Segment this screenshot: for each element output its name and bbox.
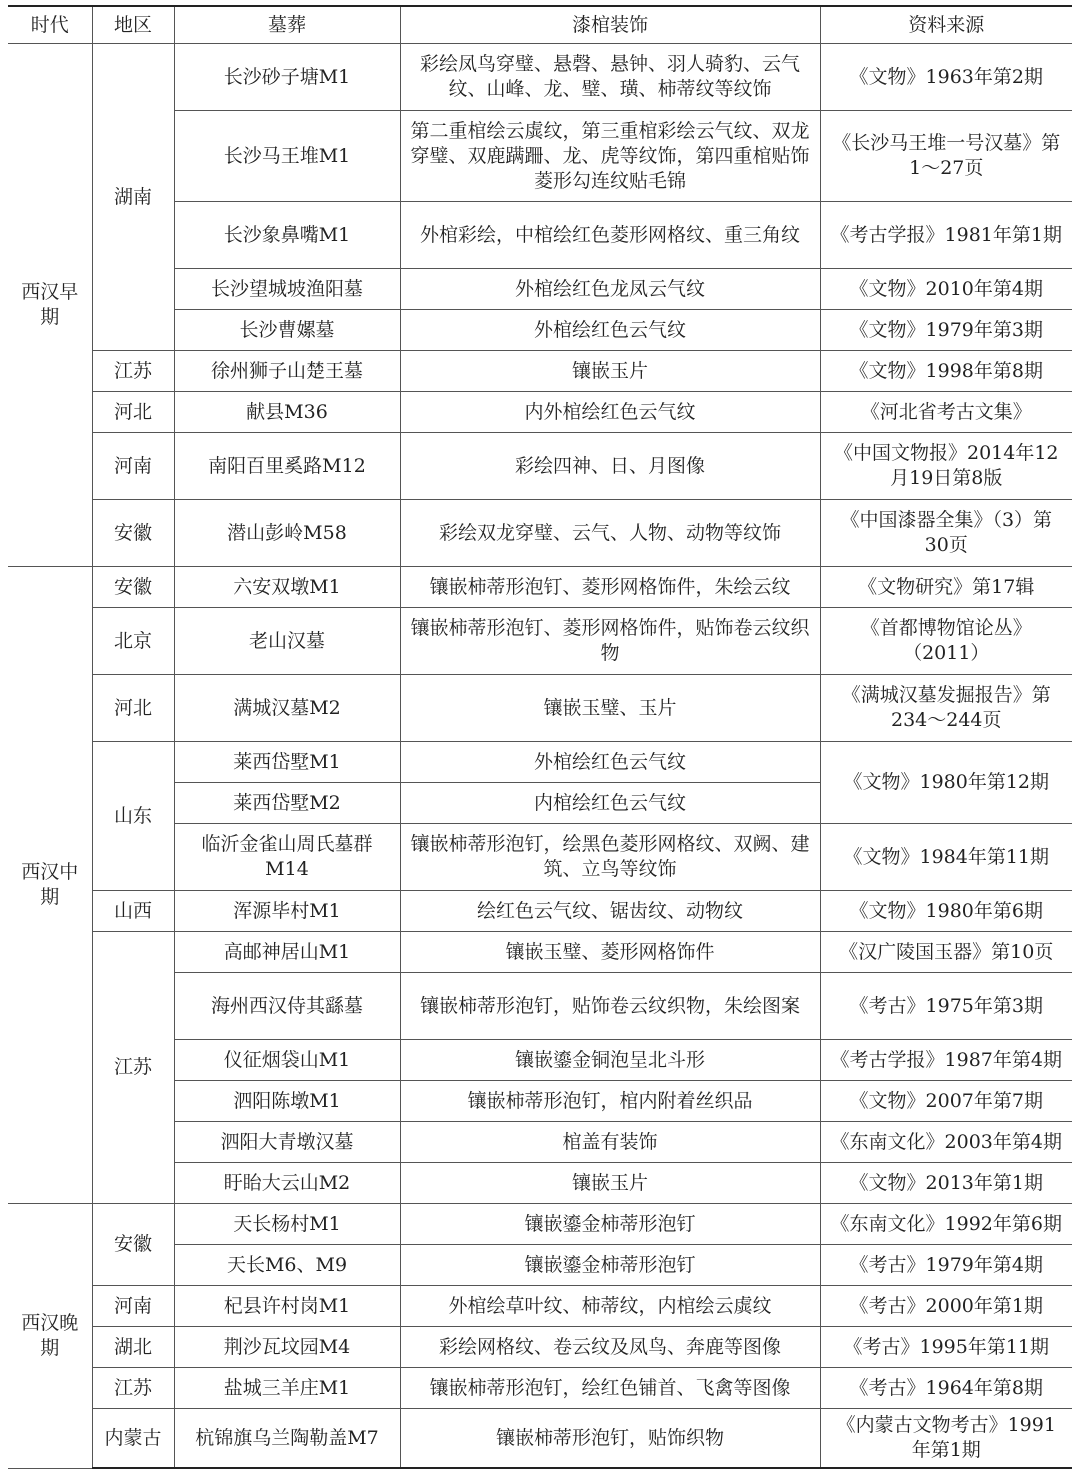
decoration-cell: 外棺彩绘，中棺绘红色菱形网格纹、重三角纹	[400, 202, 820, 269]
decoration-cell: 镶嵌鎏金柿蒂形泡钉	[400, 1204, 820, 1245]
region-cell: 河北	[92, 392, 174, 433]
source-cell: 《文物》2013年第1期	[820, 1163, 1072, 1204]
source-cell: 《文物》2007年第7期	[820, 1081, 1072, 1122]
tomb-cell: 莱西岱墅M2	[174, 783, 400, 824]
source-cell: 《文物》1979年第3期	[820, 310, 1072, 351]
source-cell: 《东南文化》2003年第4期	[820, 1122, 1072, 1163]
source-cell: 《首都博物馆论丛》（2011）	[820, 608, 1072, 675]
tomb-cell: 高邮神居山M1	[174, 932, 400, 973]
tomb-cell: 老山汉墓	[174, 608, 400, 675]
tomb-cell: 满城汉墓M2	[174, 675, 400, 742]
region-cell: 湖南	[92, 44, 174, 351]
decoration-cell: 镶嵌柿蒂形泡钉，棺内附着丝织品	[400, 1081, 820, 1122]
decoration-cell: 镶嵌柿蒂形泡钉、菱形网格饰件，贴饰卷云纹织物	[400, 608, 820, 675]
decoration-cell: 内外棺绘红色云气纹	[400, 392, 820, 433]
era-cell: 西汉晚期	[8, 1204, 92, 1469]
source-cell: 《考古》1975年第3期	[820, 973, 1072, 1040]
region-cell: 江苏	[92, 351, 174, 392]
tomb-cell: 长沙象鼻嘴M1	[174, 202, 400, 269]
era-cell: 西汉中期	[8, 567, 92, 1204]
source-cell: 《内蒙古文物考古》1991年第1期	[820, 1409, 1072, 1469]
decoration-cell: 彩绘网格纹、卷云纹及凤鸟、奔鹿等图像	[400, 1327, 820, 1368]
decoration-cell: 彩绘双龙穿璧、云气、人物、动物等纹饰	[400, 500, 820, 567]
source-cell: 《文物》1980年第6期	[820, 891, 1072, 932]
region-cell: 河南	[92, 433, 174, 500]
decoration-cell: 内棺绘红色云气纹	[400, 783, 820, 824]
tomb-cell: 浑源毕村M1	[174, 891, 400, 932]
source-cell: 《文物》2010年第4期	[820, 269, 1072, 310]
region-cell: 内蒙古	[92, 1409, 174, 1469]
tomb-cell: 南阳百里奚路M12	[174, 433, 400, 500]
tomb-cell: 六安双墩M1	[174, 567, 400, 608]
era-cell: 西汉早期	[8, 44, 92, 567]
table-row	[8, 1409, 1072, 1469]
decoration-cell: 镶嵌玉片	[400, 351, 820, 392]
source-cell: 《文物》1980年第12期	[820, 742, 1072, 824]
header-coffin-decoration: 漆棺装饰	[400, 6, 820, 44]
tomb-cell: 徐州狮子山楚王墓	[174, 351, 400, 392]
tomb-cell: 长沙砂子塘M1	[174, 44, 400, 111]
region-cell: 安徽	[92, 500, 174, 567]
region-cell: 安徽	[92, 567, 174, 608]
tomb-cell: 长沙望城坡渔阳墓	[174, 269, 400, 310]
decoration-cell: 第二重棺绘云虡纹，第三重棺彩绘云气纹、双龙穿璧、双鹿蹒跚、龙、虎等纹饰，第四重棺贴饰菱形勾连纹贴毛锦	[400, 111, 820, 202]
table-row	[8, 433, 1072, 500]
source-cell: 《考古》1964年第8期	[820, 1368, 1072, 1409]
table-row	[8, 1286, 1072, 1327]
decoration-cell: 镶嵌柿蒂形泡钉、菱形网格饰件，朱绘云纹	[400, 567, 820, 608]
source-cell: 《考古》2000年第1期	[820, 1286, 1072, 1327]
source-cell: 《中国漆器全集》（3）第30页	[820, 500, 1072, 567]
table-row	[8, 1327, 1072, 1368]
source-cell: 《中国文物报》2014年12月19日第8版	[820, 433, 1072, 500]
table-row	[8, 742, 1072, 783]
table-header-row	[8, 6, 1072, 44]
source-cell: 《考古》1979年第4期	[820, 1245, 1072, 1286]
decoration-cell: 外棺绘红色龙凤云气纹	[400, 269, 820, 310]
tomb-cell: 临沂金雀山周氏墓群M14	[174, 824, 400, 891]
tomb-cell: 莱西岱墅M1	[174, 742, 400, 783]
source-cell: 《文物》1998年第8期	[820, 351, 1072, 392]
header-region: 地区	[92, 6, 174, 44]
decoration-cell: 镶嵌玉片	[400, 1163, 820, 1204]
table-row	[8, 675, 1072, 742]
region-cell: 安徽	[92, 1204, 174, 1286]
decoration-cell: 外棺绘草叶纹、柿蒂纹，内棺绘云虡纹	[400, 1286, 820, 1327]
table-row	[8, 608, 1072, 675]
region-cell: 河北	[92, 675, 174, 742]
source-cell: 《考古学报》1987年第4期	[820, 1040, 1072, 1081]
region-cell: 山东	[92, 742, 174, 891]
source-cell: 《文物》1984年第11期	[820, 824, 1072, 891]
decoration-cell: 外棺绘红色云气纹	[400, 742, 820, 783]
decoration-cell: 绘红色云气纹、锯齿纹、动物纹	[400, 891, 820, 932]
decoration-cell: 镶嵌柿蒂形泡钉，绘黑色菱形网格纹、双阙、建筑、立鸟等纹饰	[400, 824, 820, 891]
source-cell: 《河北省考古文集》	[820, 392, 1072, 433]
table-row	[8, 44, 1072, 111]
region-cell: 河南	[92, 1286, 174, 1327]
region-cell: 山西	[92, 891, 174, 932]
tomb-cell: 长沙马王堆M1	[174, 111, 400, 202]
decoration-cell: 彩绘凤鸟穿璧、悬磬、悬钟、羽人骑豹、云气纹、山峰、龙、璧、璜、柿蒂纹等纹饰	[400, 44, 820, 111]
tomb-cell: 盐城三羊庄M1	[174, 1368, 400, 1409]
source-cell: 《文物研究》第17辑	[820, 567, 1072, 608]
tomb-cell: 仪征烟袋山M1	[174, 1040, 400, 1081]
decoration-cell: 镶嵌玉璧、菱形网格饰件	[400, 932, 820, 973]
tomb-cell: 泗阳陈墩M1	[174, 1081, 400, 1122]
tomb-cell: 荆沙瓦坟园M4	[174, 1327, 400, 1368]
tomb-cell: 天长杨村M1	[174, 1204, 400, 1245]
tomb-cell: 杞县许村岗M1	[174, 1286, 400, 1327]
decoration-cell: 彩绘四神、日、月图像	[400, 433, 820, 500]
table-row	[8, 1368, 1072, 1409]
table-row	[8, 891, 1072, 932]
tomb-cell: 献县M36	[174, 392, 400, 433]
table-row	[8, 932, 1072, 973]
header-era: 时代	[8, 6, 92, 44]
decoration-cell: 镶嵌鎏金铜泡呈北斗形	[400, 1040, 820, 1081]
tomb-cell: 天长M6、M9	[174, 1245, 400, 1286]
tomb-lacquer-coffin-table-container	[8, 5, 1072, 1469]
decoration-cell: 棺盖有装饰	[400, 1122, 820, 1163]
table-row	[8, 351, 1072, 392]
decoration-cell: 镶嵌柿蒂形泡钉，贴饰织物	[400, 1409, 820, 1469]
tomb-cell: 长沙曹嫘墓	[174, 310, 400, 351]
region-cell: 江苏	[92, 1368, 174, 1409]
tomb-lacquer-coffin-table	[8, 5, 1072, 1469]
tomb-cell: 盱眙大云山M2	[174, 1163, 400, 1204]
table-row	[8, 500, 1072, 567]
header-source: 资料来源	[820, 6, 1072, 44]
decoration-cell: 镶嵌柿蒂形泡钉，绘红色铺首、飞禽等图像	[400, 1368, 820, 1409]
source-cell: 《满城汉墓发掘报告》第234～244页	[820, 675, 1072, 742]
region-cell: 北京	[92, 608, 174, 675]
tomb-cell: 杭锦旗乌兰陶勒盖M7	[174, 1409, 400, 1469]
decoration-cell: 外棺绘红色云气纹	[400, 310, 820, 351]
source-cell: 《汉广陵国玉器》第10页	[820, 932, 1072, 973]
source-cell: 《考古》1995年第11期	[820, 1327, 1072, 1368]
source-cell: 《考古学报》1981年第1期	[820, 202, 1072, 269]
tomb-cell: 海州西汉侍其繇墓	[174, 973, 400, 1040]
source-cell: 《东南文化》1992年第6期	[820, 1204, 1072, 1245]
source-cell: 《长沙马王堆一号汉墓》第1～27页	[820, 111, 1072, 202]
decoration-cell: 镶嵌玉璧、玉片	[400, 675, 820, 742]
decoration-cell: 镶嵌鎏金柿蒂形泡钉	[400, 1245, 820, 1286]
tomb-cell: 泗阳大青墩汉墓	[174, 1122, 400, 1163]
region-cell: 江苏	[92, 932, 174, 1204]
table-row	[8, 567, 1072, 608]
tomb-cell: 潜山彭岭M58	[174, 500, 400, 567]
region-cell: 湖北	[92, 1327, 174, 1368]
table-row	[8, 1204, 1072, 1245]
source-cell: 《文物》1963年第2期	[820, 44, 1072, 111]
decoration-cell: 镶嵌柿蒂形泡钉，贴饰卷云纹织物，朱绘图案	[400, 973, 820, 1040]
table-row	[8, 392, 1072, 433]
header-tomb: 墓葬	[174, 6, 400, 44]
